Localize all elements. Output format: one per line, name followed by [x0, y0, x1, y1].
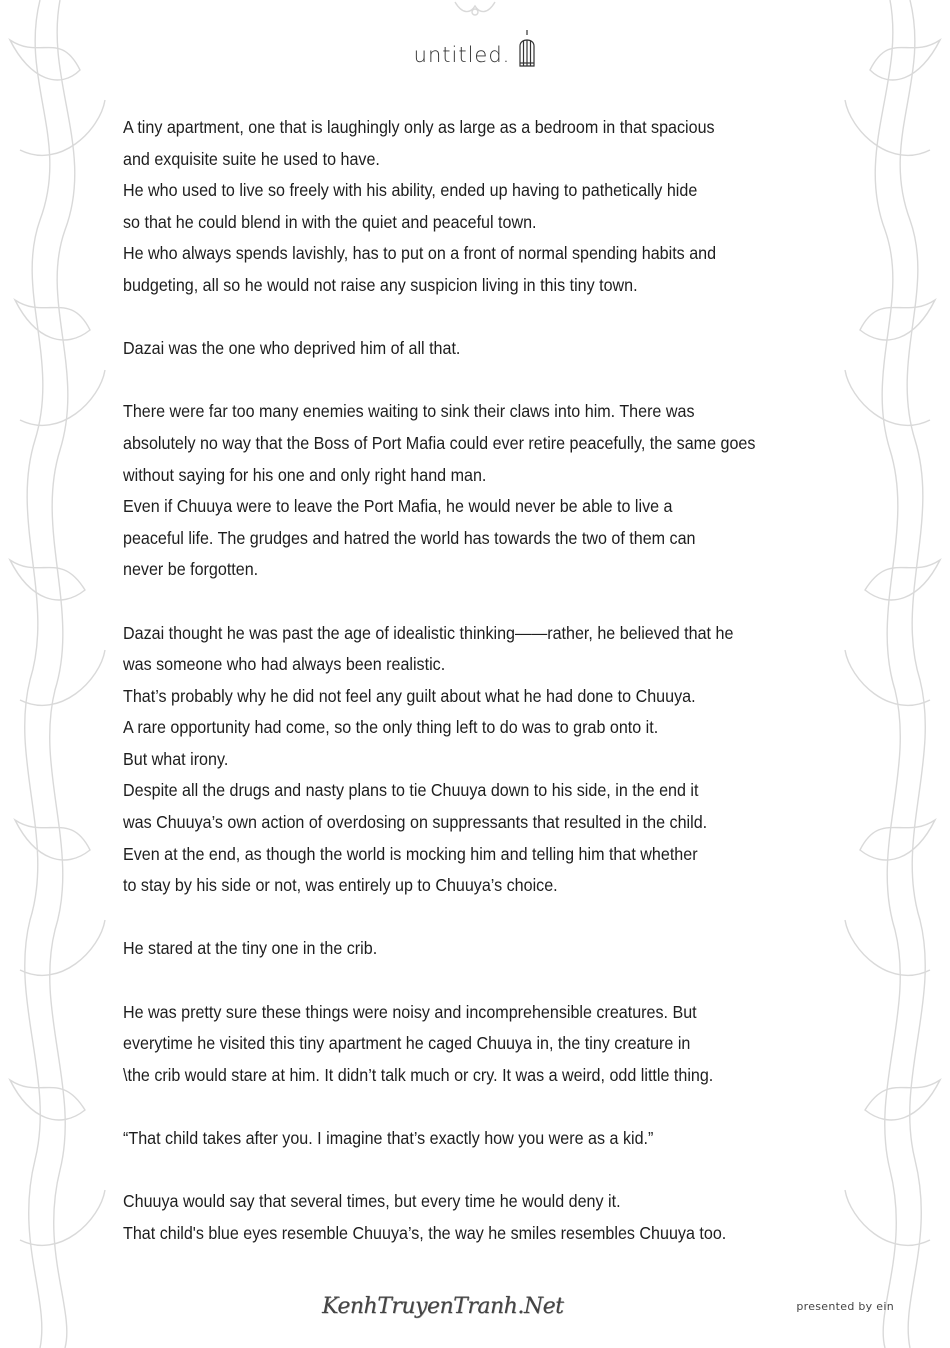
text-line: But what irony. — [123, 748, 229, 769]
text-line: Dazai thought he was past the age of idealistic thinking——rather, he believed that he — [123, 622, 734, 643]
text-line: absolutely no way that the Boss of Port Mafia could ever retire peacefully, the same goes — [123, 432, 756, 453]
text-line: Even if Chuuya were to leave the Port Mafia, he would never be able to live a — [123, 496, 673, 517]
paragraph-break — [123, 902, 785, 934]
text-line: was someone who had always been realistic. — [123, 654, 446, 675]
paragraph-break — [123, 1091, 785, 1123]
text-line: He who used to live so freely with his ability, ended up having to pathetically hide — [123, 180, 698, 201]
text-line: He who always spends lavishly, has to put on a front of normal spending habits and — [123, 243, 717, 264]
text-line: everytime he visited this tiny apartment he caged Chuuya in, the tiny creature in — [123, 1033, 691, 1054]
text-line: He was pretty sure these things were noisy and incomprehensible creatures. But — [123, 1001, 697, 1022]
paragraph-break — [123, 1155, 785, 1187]
page-title: untitled. — [413, 43, 511, 67]
paragraph-break — [123, 965, 785, 997]
text-line: and exquisite suite he used to have. — [123, 148, 380, 169]
text-line: so that he could blend in with the quiet and peaceful town. — [123, 211, 537, 232]
site-watermark: KenhTruyenTranh.Net — [322, 1294, 564, 1319]
text-line: That’s probably why he did not feel any guilt about what he had done to Chuuya. — [123, 685, 696, 706]
text-line: That child's blue eyes resemble Chuuya’s, the way he smiles resembles Chuuya too. — [123, 1222, 727, 1243]
text-line: was Chuuya’s own action of overdosing on suppressants that resulted in the child. — [123, 812, 708, 833]
paragraph-break — [123, 586, 785, 618]
text-line: to stay by his side or not, was entirely up to Chuuya’s choice. — [123, 875, 558, 896]
paragraph-break — [123, 302, 785, 334]
text-line: Chuuya would say that several times, but every time he would deny it. — [123, 1191, 621, 1212]
text-line: \the crib would stare at him. It didn’t talk much or cry. It was a weird, odd little thing. — [123, 1064, 714, 1085]
text-line: peaceful life. The grudges and hatred the world has towards the two of them can — [123, 527, 696, 548]
text-line: He stared at the tiny one in the crib. — [123, 938, 378, 959]
text-line: “That child takes after you. I imagine that’s exactly how you were as a kid.” — [123, 1128, 654, 1148]
text-line: budgeting, all so he would not raise any suspicion living in this tiny town. — [123, 274, 638, 295]
title-group — [414, 30, 537, 68]
text-line: never be forgotten. — [123, 559, 259, 580]
paragraph-break — [123, 365, 785, 397]
text-line: without saying for his one and only right hand man. — [123, 464, 487, 485]
text-line: Dazai was the one who deprived him of all that. — [123, 338, 461, 359]
text-line: There were far too many enemies waiting to sink their claws into him. There was — [123, 401, 695, 422]
story-text — [123, 112, 785, 1249]
page-header — [0, 30, 950, 68]
credit-text: presented by ein — [796, 1300, 894, 1313]
text-line: Even at the end, as though the world is mocking him and telling him that whether — [123, 843, 698, 864]
birdcage-icon — [518, 30, 536, 68]
text-line: A rare opportunity had come, so the only thing left to do was to grab onto it. — [123, 717, 659, 738]
page-footer — [0, 1292, 950, 1332]
text-line: A tiny apartment, one that is laughingly only as large as a bedroom in that spacious — [123, 117, 715, 137]
text-line: Despite all the drugs and nasty plans to tie Chuuya down to his side, in the end it — [123, 780, 699, 801]
